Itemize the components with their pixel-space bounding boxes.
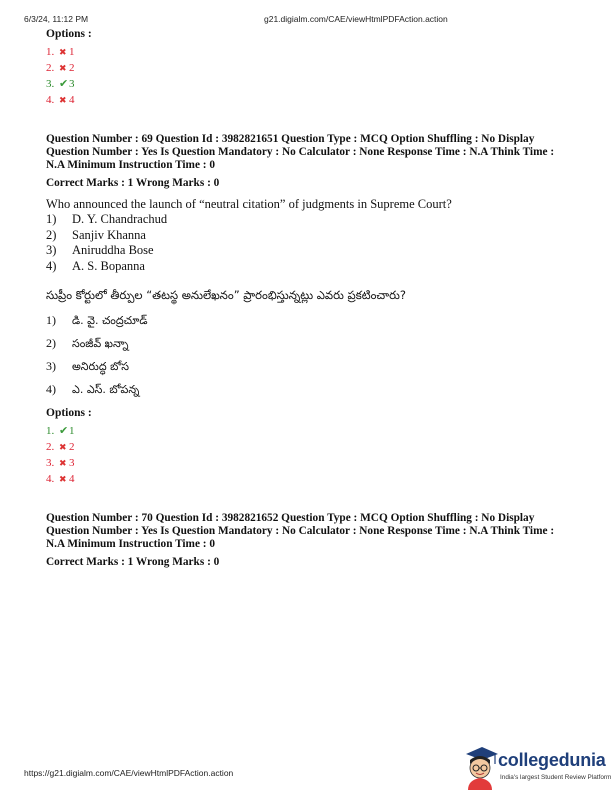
question-meta: Question Number : 70 Question Id : 3982821652 Question Type : MCQ Option Shuffling : No Display Question Number : Yes Is Question Mandatory : No Calculator : None Response Time : N.A Think Time : N.A Minimum Instruction Time : 0 [46,512,555,550]
cross-icon: ✖ [59,47,67,57]
question-70 [46,512,586,568]
question-meta: Question Number : 69 Question Id : 3982821651 Question Type : MCQ Option Shuffling : No Display Question Number : Yes Is Question Mandatory : No Calculator : None Response Time : N.A Think Time : N.A Minimum Instruction Time : 0 [46,133,555,171]
question-69-options [46,407,586,487]
check-icon: ✔ [59,425,69,437]
options-title: Options : [46,407,92,419]
question-marks: Correct Marks : 1 Wrong Marks : 0 [46,177,220,189]
choice-telugu: 2) సంజీవ్ ఖన్నా [46,336,129,350]
cross-icon: ✖ [59,474,67,484]
prev-question-options [46,28,586,108]
choice-telugu: 3) అనిరుద్ధ బోస [46,359,130,373]
mascot-icon [462,744,498,790]
choice-english: 1) D. Y. Chandrachud [46,212,168,226]
option-row: 4. ✖ 4 [46,473,75,485]
choice-telugu: 1) డి. వై. చంద్రచూడ్ [46,313,148,327]
option-row-correct: 1. ✔ 1 [46,425,75,437]
brand-name: collegedunia [498,750,606,770]
options-title: Options : [46,28,92,40]
option-row-correct: 3. ✔ 3 [46,78,75,90]
print-url-footer: https://g21.digialm.com/CAE/viewHtmlPDFAction.action [24,768,234,778]
choice-english: 4) A. S. Bopanna [46,258,145,273]
check-icon: ✔ [59,78,69,90]
choice-english: 3) Aniruddha Bose [46,243,154,257]
option-row: 1. ✖ 1 [46,46,75,58]
question-marks: Correct Marks : 1 Wrong Marks : 0 [46,556,220,568]
print-url-header: g21.digialm.com/CAE/viewHtmlPDFAction.action [264,14,448,24]
question-text-english: Who announced the launch of “neutral citation” of judgments in Supreme Court? [46,197,452,211]
option-row: 2. ✖ 2 [46,62,75,74]
print-datetime: 6/3/24, 11:12 PM [24,14,89,24]
question-text-telugu: సుప్రీం కోర్టులో తీర్పుల “తటస్థ అనులేఖనం” ప్రారంభిస్తున్నట్లు ఎవరు ప్రకటించారు? [46,288,407,302]
cross-icon: ✖ [59,63,67,73]
choice-telugu: 4) ఎ. ఎస్. బోపన్న [46,382,140,396]
question-69 [46,133,586,401]
option-row: 4. ✖ 4 [46,94,75,106]
choice-english: 2) Sanjiv Khanna [46,227,146,242]
option-row: 2. ✖ 2 [46,441,75,453]
cross-icon: ✖ [59,458,67,468]
cross-icon: ✖ [59,442,67,452]
cross-icon: ✖ [59,95,67,105]
brand-tagline: India's largest Student Review Platform [500,774,612,781]
option-row: 3. ✖ 3 [46,457,75,469]
collegedunia-logo [464,744,612,792]
